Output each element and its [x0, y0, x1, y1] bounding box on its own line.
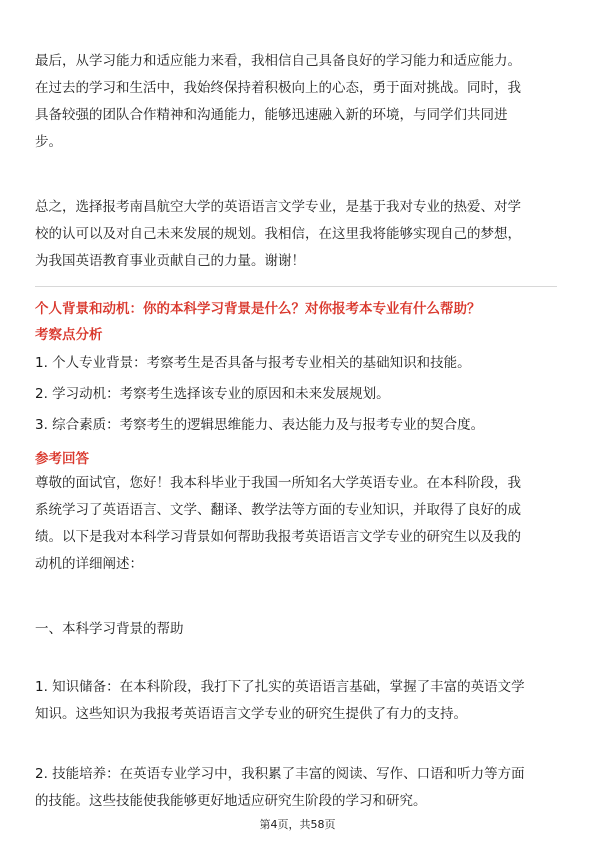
text-line: 在过去的学习和生活中，我始终保持着积极向上的心态，勇于面对挑战。同时，我 [35, 80, 521, 96]
text-line: 知识。这些知识为我报考英语语言文学专业的研究生提供了有力的支持。 [35, 706, 467, 722]
text-line: 具备较强的团队合作精神和沟通能力，能够迅速融入新的环境，与同学们共同进 [35, 107, 508, 123]
analysis-item: 3. 综合素质：考察考生的逻辑思维能力、表达能力及与报考专业的契合度。 [35, 417, 485, 433]
point-skills [35, 761, 557, 815]
page-number: 第4页，共58页 [259, 818, 336, 831]
text-line: 最后，从学习能力和适应能力来看，我相信自己具备良好的学习能力和适应能力。 [35, 53, 521, 69]
text-line: 1. 知识储备：在本科阶段，我打下了扎实的英语语言基础，掌握了丰富的英语文学 [35, 679, 525, 695]
answer-intro-paragraph [35, 470, 557, 578]
answer-heading: 参考回答 [35, 451, 89, 467]
section-divider [35, 286, 557, 287]
text-line: 步。 [35, 134, 62, 150]
text-line: 为我国英语教育事业贡献自己的力量。谢谢！ [35, 253, 305, 269]
text-line: 的技能。这些技能使我能够更好地适应研究生阶段的学习和研究。 [35, 793, 427, 809]
section-title: 一、本科学习背景的帮助 [35, 621, 184, 637]
text-line: 尊敬的面试官，您好！我本科毕业于我国一所知名大学英语专业。在本科阶段，我 [35, 475, 521, 491]
analysis-item: 1. 个人专业背景：考察考生是否具备与报考专业相关的基础知识和技能。 [35, 355, 471, 371]
text-line: 2. 技能培养：在英语专业学习中，我积累了丰富的阅读、写作、口语和听力等方面 [35, 766, 525, 782]
text-line: 总之，选择报考南昌航空大学的英语语言文学专业，是基于我对专业的热爱、对学 [35, 199, 521, 215]
point-knowledge [35, 674, 557, 728]
analysis-heading: 考察点分析 [35, 327, 103, 343]
analysis-item: 2. 学习动机：考察考生选择该专业的原因和未来发展规划。 [35, 386, 390, 402]
text-line: 系统学习了英语语言、文学、翻译、教学法等方面的专业知识，并取得了良好的成 [35, 502, 521, 518]
text-line: 绩。以下是我对本科学习背景如何帮助我报考英语语言文学专业的研究生以及我的 [35, 529, 521, 545]
paragraph-conclusion [35, 194, 557, 275]
question-title: 个人背景和动机：你的本科学习背景是什么？对你报考本专业有什么帮助？ [35, 301, 481, 317]
text-line: 校的认可以及对自己未来发展的规划。我相信，在这里我将能够实现自己的梦想， [35, 226, 521, 242]
paragraph-learning-ability [35, 48, 557, 156]
text-line: 动机的详细阐述： [35, 556, 143, 572]
